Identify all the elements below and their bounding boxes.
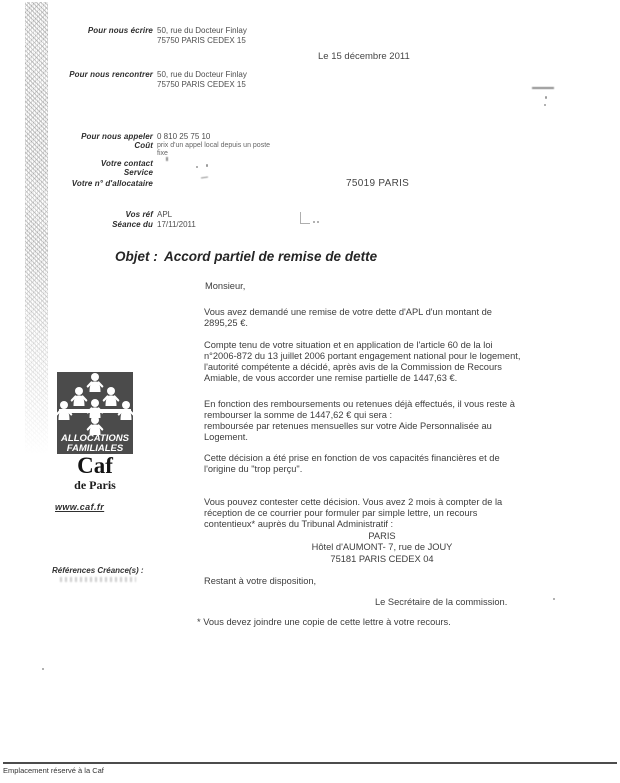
scan-artifact	[42, 668, 44, 670]
cost-line: prix d'un appel local depuis un poste	[157, 142, 271, 149]
scan-artifact	[201, 177, 208, 179]
service-label: Service	[123, 168, 153, 177]
session-date-value: 17/11/2011	[157, 220, 196, 229]
body-line: Logement.	[204, 432, 248, 442]
phone-number: 0 810 25 75 10	[157, 132, 211, 141]
body-line: Vous pouvez contester cette décision. Vous avez 2 mois à compter de la	[204, 497, 503, 507]
scan-artifact	[206, 164, 208, 167]
paragraph-1	[204, 307, 538, 329]
paragraph-5	[204, 497, 538, 530]
tribunal-address	[204, 531, 538, 565]
session-date-label: Séance du	[112, 220, 153, 229]
body-line: n°2006-872 du 13 juillet 2006 portant engagement national pour le logement,	[204, 351, 521, 361]
logo-text-line2: FAMILIALES	[66, 443, 124, 454]
scan-artifact	[300, 212, 310, 224]
scan-artifact	[196, 166, 198, 168]
tribunal-city: PARIS	[368, 531, 396, 541]
meet-us-label: Pour nous rencontrer	[69, 70, 153, 79]
scan-artifact	[553, 598, 555, 600]
your-ref-value: APL	[157, 210, 173, 219]
subject-text: Accord partiel de remise de dette	[164, 249, 378, 264]
meet-us-address	[157, 70, 247, 89]
body-line: Amiable, de vous accorder une remise partielle de 1447,63 €.	[204, 373, 458, 383]
body-line: En fonction des remboursements ou retenues déjà effectués, il vous reste à	[204, 399, 515, 409]
redacted-reference-value	[60, 577, 136, 582]
paragraph-4	[204, 453, 538, 475]
closing-line: Restant à votre disposition,	[204, 576, 317, 586]
salutation: Monsieur,	[205, 281, 246, 291]
website-url: www.caf.fr	[55, 502, 105, 512]
allocataire-number-label: Votre n° d'allocataire	[71, 179, 153, 188]
caf-logo	[57, 372, 133, 454]
cost-line: fixe	[157, 150, 168, 157]
body-line: rembourser la somme de 1447,62 € qui sera :	[204, 410, 393, 420]
address-line: 75750 PARIS CEDEX 15	[157, 79, 246, 89]
body-line: contentieux* auprès du Tribunal Administratif :	[204, 519, 394, 529]
footer-divider	[3, 762, 617, 764]
footer-reserved-text: Emplacement réservé à la Caf	[3, 766, 104, 775]
logo-text-line1: ALLOCATIONS	[61, 433, 129, 444]
write-us-label: Pour nous écrire	[87, 26, 153, 35]
write-us-address	[157, 26, 247, 45]
paragraph-3	[204, 399, 538, 443]
body-line: Vous avez demandé une remise de votre dette d'APL d'un montant de	[204, 307, 492, 317]
cost-label: Coût	[134, 141, 153, 150]
scan-artifact	[532, 87, 554, 89]
body-line: l'origine du "trop perçu".	[204, 464, 303, 474]
caf-family-logo-icon	[57, 372, 133, 454]
address-line: 50, rue du Docteur Finlay	[157, 26, 247, 35]
brand-name: Caf	[77, 453, 113, 478]
body-line: Cette décision a été prise en fonction de vos capacités financières et de	[204, 453, 500, 463]
letter-date: Le 15 décembre 2011	[318, 51, 410, 62]
contact-label: Votre contact	[100, 159, 153, 168]
scan-artifact	[313, 221, 315, 223]
tribunal-postal: 75181 PARIS CEDEX 04	[330, 553, 434, 564]
scan-artifact	[544, 104, 546, 106]
subject-label: Objet :	[115, 249, 158, 264]
address-line: 75750 PARIS CEDEX 15	[157, 35, 246, 45]
call-us-label: Pour nous appeler	[81, 132, 153, 141]
body-line: réception de ce courrier pour formuler par simple lettre, un recours	[204, 508, 478, 518]
signature-line: Le Secrétaire de la commission.	[375, 597, 508, 607]
address-line: 50, rue du Docteur Finlay	[157, 70, 247, 79]
scan-artifact	[317, 221, 319, 223]
body-line: l'autorité compétente a décidé, après avis de la Commission de Recours	[204, 362, 502, 372]
cost-value	[157, 142, 270, 158]
tribunal-street: Hôtel d'AUMONT- 7, rue de JOUY	[311, 542, 453, 553]
scan-artifact	[545, 96, 547, 99]
brand-subtitle: de Paris	[74, 478, 116, 492]
recipient-city: 75019 PARIS	[346, 178, 410, 189]
paragraph-2	[204, 340, 538, 384]
footnote: * Vous devez joindre une copie de cette lettre à votre recours.	[197, 617, 451, 627]
references-label: Références Créance(s) :	[52, 566, 144, 575]
body-line: remboursée par retenues mensuelles sur votre Aide Personnalisée au	[204, 421, 492, 431]
your-ref-label: Vos réf	[125, 210, 153, 219]
body-line: 2895,25 €.	[204, 318, 248, 328]
body-line: Compte tenu de votre situation et en application de l'article 60 de la loi	[204, 340, 493, 350]
